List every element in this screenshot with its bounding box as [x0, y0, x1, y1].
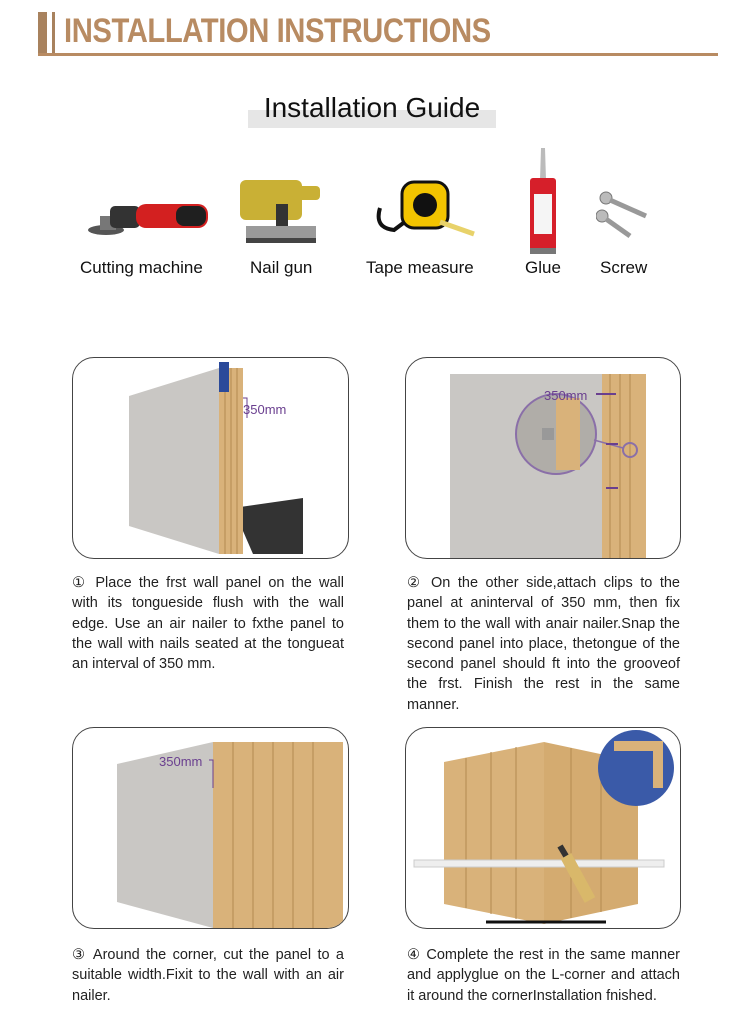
- step-1-image: [72, 357, 349, 559]
- step-2-measure-label: 350mm: [544, 388, 588, 403]
- step-2-text: ② On the other side,attach clips to the panel at aninterval of 350 mm, then fix them to the wall with anair nailer.Snap the second panel into place, thetongue of the second panel should ft into the grooveof the frst. Finish the rest in the same manner.: [407, 575, 680, 713]
- step-3-image: [72, 727, 349, 929]
- step-1-measure-label: 350mm: [243, 402, 287, 417]
- step-2-image: [405, 357, 681, 559]
- step-3-text: ③ Around the corner, cut the panel to a suitable width.Fixit to the wall with an air nailer.: [72, 947, 344, 1004]
- tool-label-tape-measure: Tape measure: [366, 258, 474, 277]
- step-4-image: [405, 727, 681, 929]
- step-1-text: ① Place the frst wall panel on the wall with its tongueside flush with the wall edge. Use an air nailer to fxthe panel to the wall with nails seated at the tongueat an interval of 350 mm.: [72, 575, 344, 673]
- tape-measure-icon: [370, 178, 480, 242]
- header-divider: [38, 53, 718, 56]
- tool-label-screw: Screw: [600, 258, 648, 277]
- nail-gun-icon: [236, 176, 326, 250]
- angle-grinder-icon: [86, 196, 216, 246]
- tool-label-glue: Glue: [525, 258, 561, 277]
- glue-tube-icon: [526, 148, 560, 256]
- tool-label-nail-gun: Nail gun: [250, 258, 313, 277]
- page-title: INSTALLATION INSTRUCTIONS: [64, 12, 491, 50]
- guide-title: Installation Guide: [263, 92, 481, 123]
- screw-icon: [596, 190, 652, 242]
- step-3-measure-label: 350mm: [159, 754, 203, 769]
- tool-label-cutting-machine: Cutting machine: [80, 258, 203, 277]
- step-4-text: ④ Complete the rest in the same manner and applyglue on the L-corner and attach it around the cornerInstallation fnished.: [407, 947, 680, 1004]
- header-accent-bar-thin: [52, 12, 55, 54]
- header-accent-bar: [38, 12, 47, 54]
